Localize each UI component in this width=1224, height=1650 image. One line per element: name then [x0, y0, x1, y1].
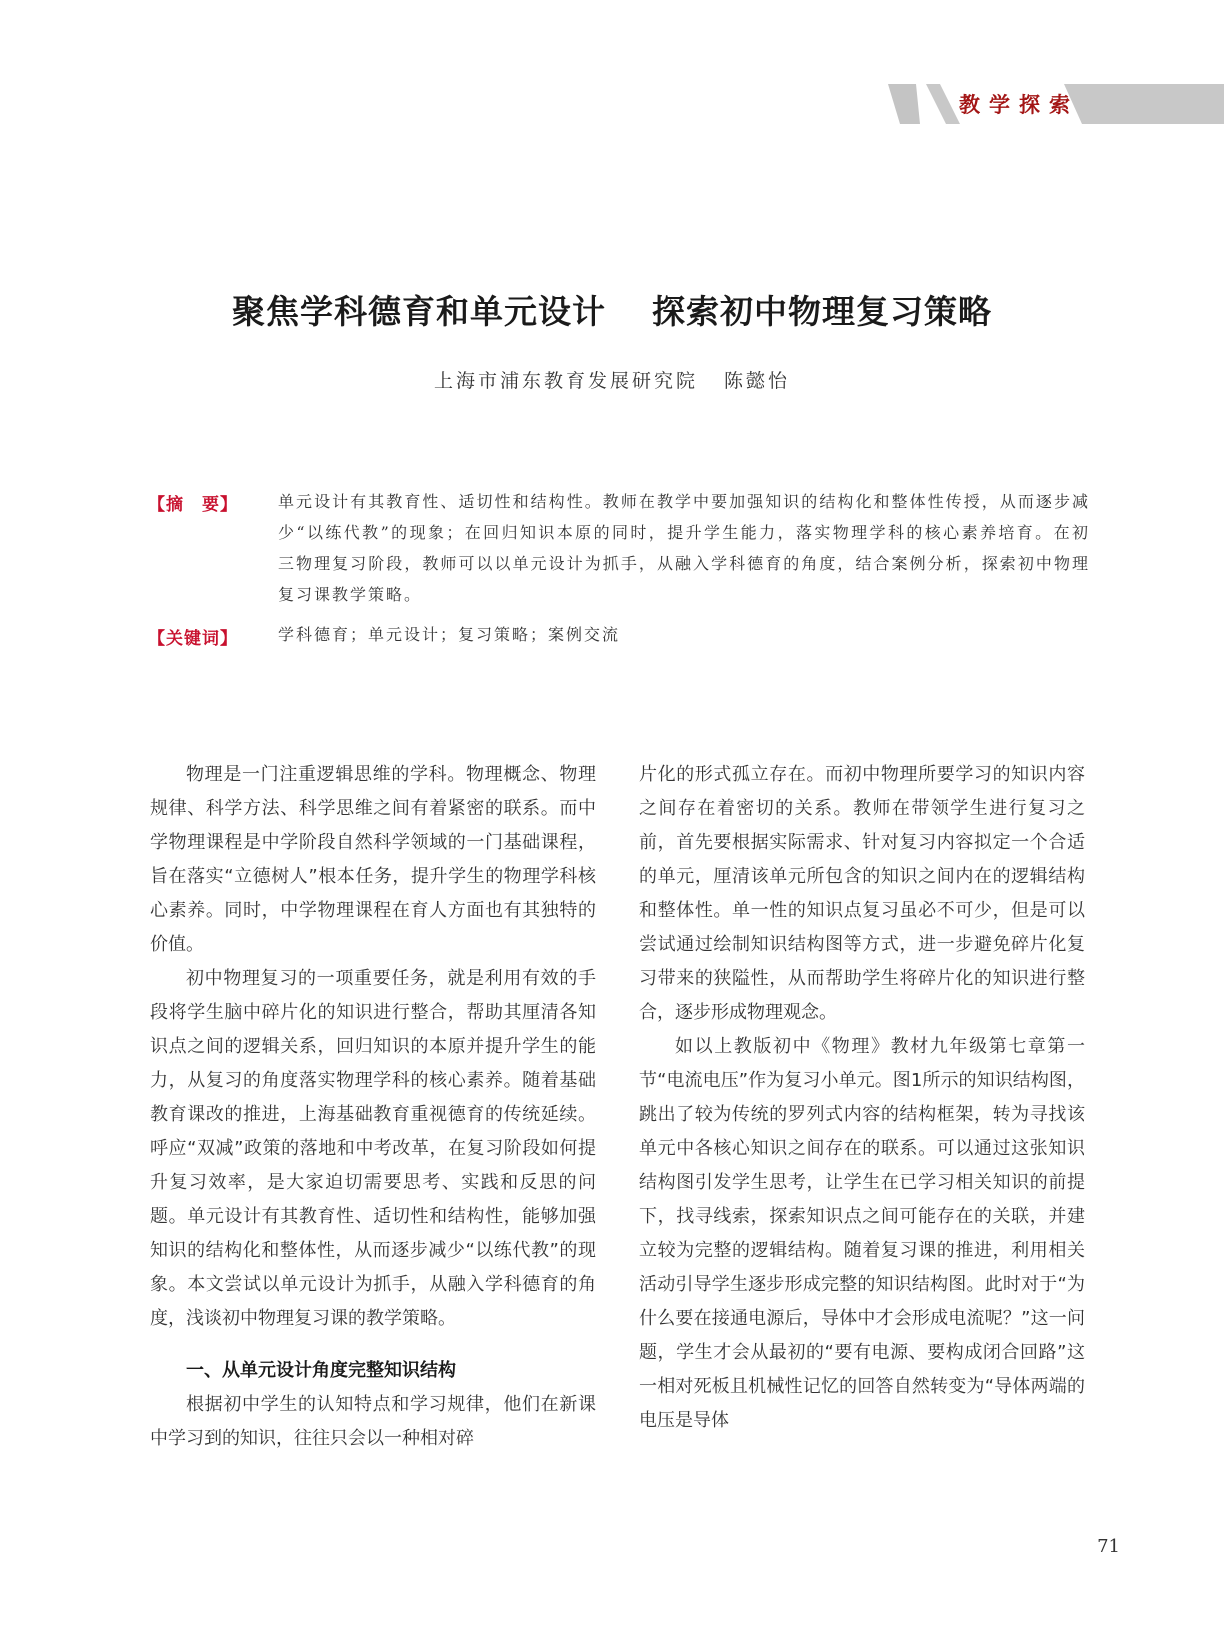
affiliation: 上海市浦东教育发展研究院 [433, 370, 698, 392]
byline [0, 366, 1224, 393]
keywords-text: 学科德育；单元设计；复习策略；案例交流 [278, 625, 621, 644]
body-column-left [150, 758, 596, 1456]
title-part-2: 探索初中物理复习策略 [652, 292, 992, 331]
title-part-1: 聚焦学科德育和单元设计 [232, 292, 606, 331]
abstract-text: 单元设计有其教育性、适切性和结构性。教师在教学中要加强知识的结构化和整体性传授，从而逐步减少“以练代教”的现象；在回归知识本原的同时，提升学生能力，落实物理学科的核心素养培育。在初三物理复习阶段，教师可以以单元设计为抓手，从融入学科德育的角度，结合案例分析，探索初中物理复习课教学策略。 [278, 492, 1090, 604]
section-banner [888, 84, 1224, 124]
article-title [0, 286, 1224, 333]
paragraph: 如以上教版初中《物理》教材九年级第七章第一节“电流电压”作为复习小单元。图1所示的知识结构图，跳出了较为传统的罗列式内容的结构框架，转为寻找该单元中各核心知识之间存在的联系。可以通过这张知识结构图引发学生思考，让学生在已学习相关知识的前提下，找寻线索，探索知识点之间可能存在的关联，并建立较为完整的逻辑结构。随着复习课的推进，利用相关活动引导学生逐步形成完整的知识结构图。此时对于“为什么要在接通电源后，导体中才会形成电流呢？”这一问题，学生才会从最初的“要有电源、要构成闭合回路”这一相对死板且机械性记忆的回答自然转变为“导体两端的电压是导体 [639, 1036, 1085, 1431]
author-name: 陈懿怡 [724, 370, 791, 392]
body-column-right [639, 758, 1085, 1438]
keywords-label: 【关键词】 [148, 629, 238, 649]
section-label: 教学探索 [959, 93, 1079, 117]
paragraph: 物理是一门注重逻辑思维的学科。物理概念、物理规律、科学方法、科学思维之间有着紧密的联系。而中学物理课程是中学阶段自然科学领域的一门基础课程，旨在落实“立德树人”根本任务，提升学生的物理学科核心素养。同时，中学物理课程在育人方面也有其独特的价值。 [150, 764, 596, 955]
paragraph: 根据初中学生的认知特点和学习规律，他们在新课中学习到的知识，往往只会以一种相对碎 [150, 1394, 596, 1449]
page-number: 71 [1097, 1536, 1120, 1557]
abstract-label: 【摘 要】 [148, 495, 238, 515]
section-heading: 一、从单元设计角度完整知识结构 [186, 1360, 456, 1381]
paragraph: 片化的形式孤立存在。而初中物理所要学习的知识内容之间存在着密切的关系。教师在带领学生进行复习之前，首先要根据实际需求、针对复习内容拟定一个合适的单元，厘清该单元所包含的知识之间内在的逻辑结构和整体性。单一性的知识点复习虽必不可少，但是可以尝试通过绘制知识结构图等方式，进一步避免碎片化复习带来的狭隘性，从而帮助学生将碎片化的知识进行整合，逐步形成物理观念。 [639, 764, 1085, 1023]
paragraph: 初中物理复习的一项重要任务，就是利用有效的手段将学生脑中碎片化的知识进行整合，帮助其厘清各知识点之间的逻辑关系，回归知识的本原并提升学生的能力，从复习的角度落实物理学科的核心素养。随着基础教育课改的推进，上海基础教育重视德育的传统延续。呼应“双减”政策的落地和中考改革，在复习阶段如何提升复习效率，是大家迫切需要思考、实践和反思的问题。单元设计有其教育性、适切性和结构性，能够加强知识的结构化和整体性，从而逐步减少“以练代教”的现象。本文尝试以单元设计为抓手，从融入学科德育的角度，浅谈初中物理复习课的教学策略。 [150, 968, 596, 1329]
